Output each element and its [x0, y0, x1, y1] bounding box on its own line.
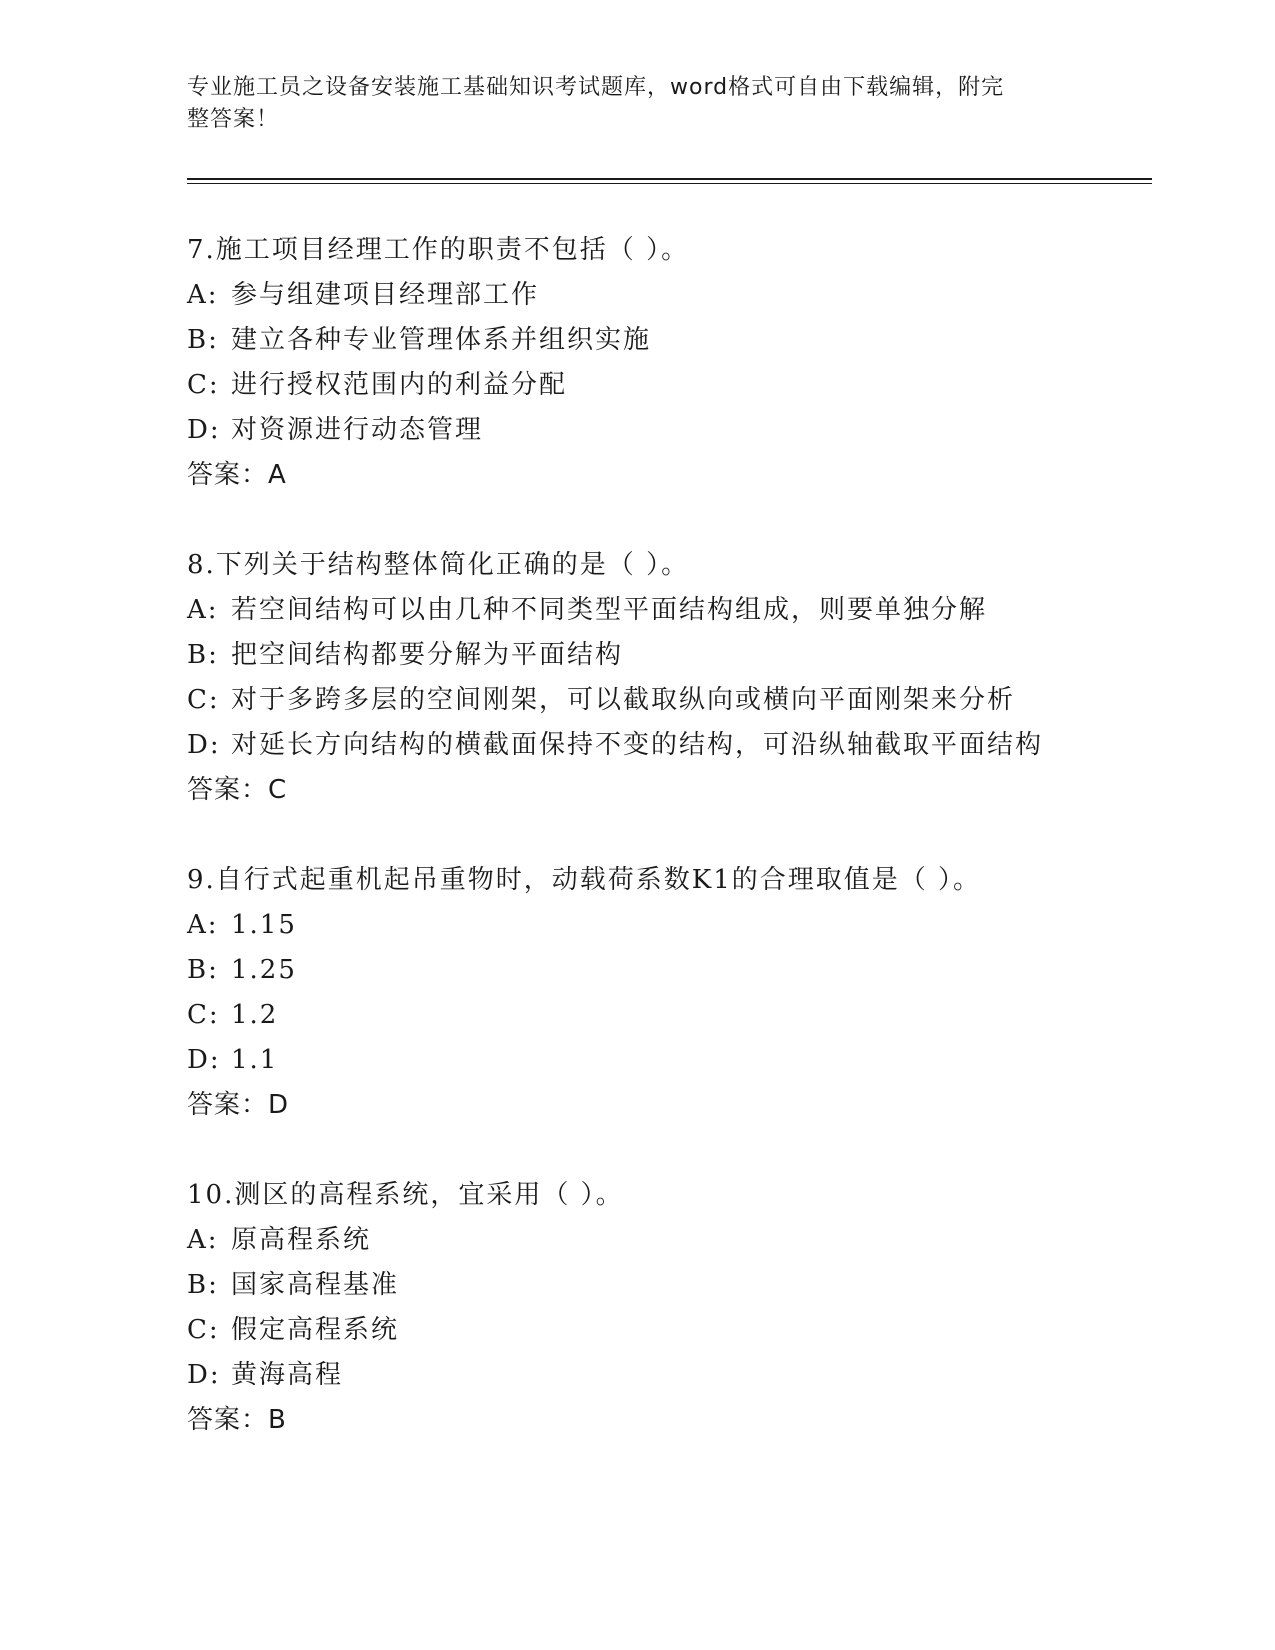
option-text: 进行授权范围内的利益分配	[231, 370, 568, 400]
option-key: B:	[187, 640, 219, 670]
question-8	[187, 543, 1147, 813]
option-d	[187, 723, 1147, 768]
option-text: 假定高程系统	[231, 1315, 400, 1345]
option-c	[187, 678, 1147, 723]
option-text: 1.25	[231, 955, 297, 985]
option-a	[187, 588, 1147, 633]
option-key: C:	[187, 1000, 220, 1030]
option-key: A:	[187, 1225, 219, 1255]
option-key: A:	[187, 280, 219, 310]
option-text: 原高程系统	[231, 1225, 372, 1255]
option-a	[187, 1218, 1147, 1263]
option-key: B:	[187, 1270, 219, 1300]
option-text: 对于多跨多层的空间刚架，可以截取纵向或横向平面刚架来分析	[231, 685, 1016, 715]
option-text: 1.2	[231, 1000, 279, 1030]
option-key: D:	[187, 1360, 221, 1390]
question-10	[187, 1173, 1147, 1443]
option-text: 1.15	[231, 910, 297, 940]
header-line-2: 整答案！	[187, 107, 280, 132]
option-d	[187, 1353, 1147, 1398]
option-a	[187, 903, 1147, 948]
option-text: 对延长方向结构的横截面保持不变的结构，可沿纵轴截取平面结构	[231, 730, 1044, 760]
option-key: C:	[187, 370, 220, 400]
option-d	[187, 1038, 1147, 1083]
option-b	[187, 318, 1147, 363]
question-9	[187, 858, 1147, 1128]
option-text: 若空间结构可以由几种不同类型平面结构组成，则要单独分解	[231, 595, 988, 625]
option-key: C:	[187, 685, 220, 715]
answer-line: 答案：B	[187, 1405, 287, 1435]
option-b	[187, 1263, 1147, 1308]
question-stem: 7.施工项目经理工作的职责不包括（ ）。	[187, 235, 690, 265]
option-text: 对资源进行动态管理	[231, 415, 484, 445]
option-c	[187, 363, 1147, 408]
question-7	[187, 228, 1147, 498]
option-a	[187, 273, 1147, 318]
header-divider-thin	[187, 183, 1152, 184]
option-key: D:	[187, 730, 221, 760]
option-text: 1.1	[231, 1045, 279, 1075]
answer-line: 答案：D	[187, 1090, 290, 1120]
answer-line: 答案：A	[187, 460, 287, 490]
option-b	[187, 948, 1147, 993]
document-header	[187, 72, 1067, 136]
option-c	[187, 993, 1147, 1038]
option-key: A:	[187, 910, 219, 940]
option-text: 建立各种专业管理体系并组织实施	[231, 325, 652, 355]
question-stem: 8.下列关于结构整体简化正确的是（ ）。	[187, 550, 690, 580]
option-key: D:	[187, 415, 221, 445]
answer-line: 答案：C	[187, 775, 288, 805]
option-key: B:	[187, 955, 219, 985]
option-text: 黄海高程	[231, 1360, 344, 1390]
option-key: C:	[187, 1315, 220, 1345]
header-divider-thick	[187, 178, 1152, 180]
option-key: A:	[187, 595, 219, 625]
option-text: 把空间结构都要分解为平面结构	[231, 640, 624, 670]
option-text: 参与组建项目经理部工作	[231, 280, 540, 310]
option-key: B:	[187, 325, 219, 355]
option-d	[187, 408, 1147, 453]
question-stem: 9.自行式起重机起吊重物时，动载荷系数K1的合理取值是（ ）。	[187, 865, 982, 895]
header-line-1: 专业施工员之设备安装施工基础知识考试题库，word格式可自由下载编辑，附完	[187, 75, 1005, 100]
option-b	[187, 633, 1147, 678]
option-text: 国家高程基准	[231, 1270, 400, 1300]
question-stem: 10.测区的高程系统，宜采用（ ）。	[187, 1180, 624, 1210]
option-c	[187, 1308, 1147, 1353]
option-key: D:	[187, 1045, 221, 1075]
